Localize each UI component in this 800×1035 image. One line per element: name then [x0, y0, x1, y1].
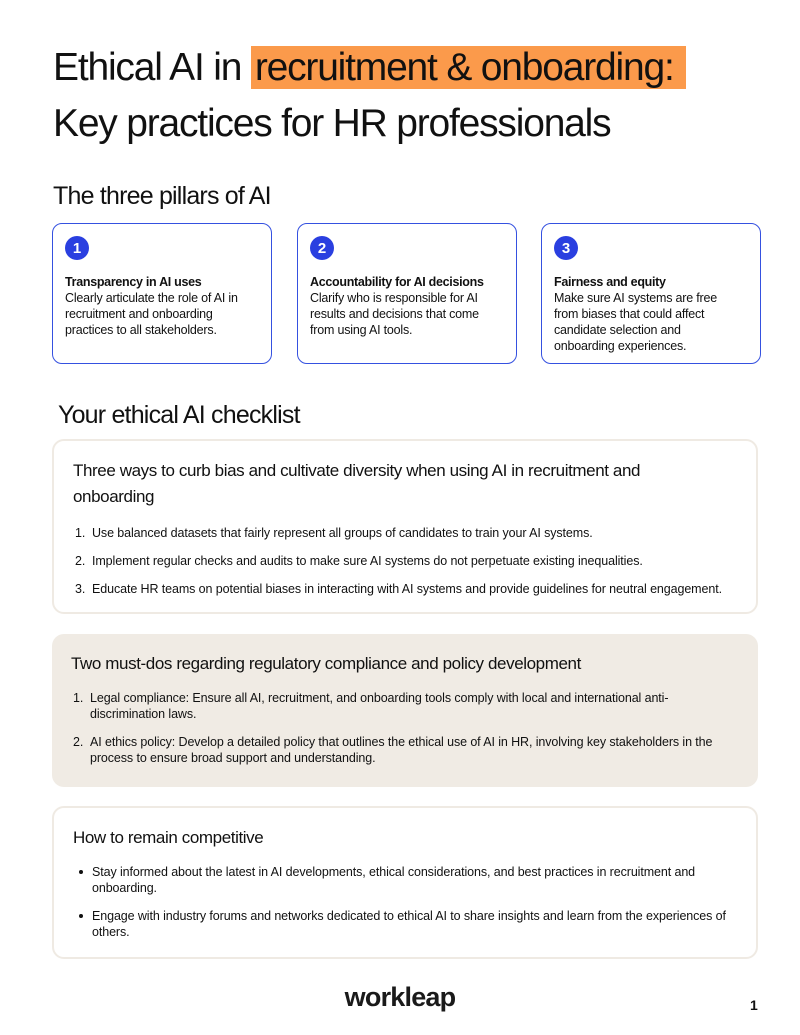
pillars-row: [52, 223, 764, 366]
pillar-card-3: [541, 223, 761, 364]
pillar-number-badge: 3: [554, 236, 578, 260]
list-item: 2. Implement regular checks and audits to make sure AI systems do not perpetuate existing inequalities.: [75, 554, 643, 568]
bias-card: [52, 439, 758, 614]
bullet-icon: [79, 914, 83, 918]
list-item: 2. AI ethics policy: Develop a detailed policy that outlines the ethical use of AI in HR, involving key stakeholders in the process to ensure broad support and understanding.: [73, 735, 713, 765]
compliance-list: [71, 690, 739, 766]
pillars-heading: The three pillars of AI: [53, 182, 271, 210]
pillar-title: Transparency in AI uses: [65, 275, 202, 289]
page-title: [53, 40, 773, 152]
list-item: Stay informed about the latest in AI developments, ethical considerations, and best practices in recruitment and onboarding.: [73, 864, 702, 896]
pillar-description: Clarify who is responsible for AI results and decisions that come from using AI tools.: [310, 291, 479, 337]
pillar-card-2: [297, 223, 517, 364]
competitive-card: [52, 806, 758, 959]
pillar-number-badge: 2: [310, 236, 334, 260]
page-number: 1: [750, 997, 758, 1013]
pillar-description: Clearly articulate the role of AI in recruitment and onboarding practices to all stakeholders.: [65, 291, 238, 337]
competitive-list: [73, 864, 737, 940]
bias-card-title: Three ways to curb bias and cultivate diversity when using AI in recruitment and onboarding: [73, 461, 641, 506]
competitive-card-title: How to remain competitive: [73, 828, 264, 847]
compliance-card-title: Two must-dos regarding regulatory compliance and policy development: [71, 654, 581, 673]
list-item: 3. Educate HR teams on potential biases in interacting with AI systems and provide guidelines for neutral engagement.: [75, 582, 722, 596]
workleap-logo: workleap: [344, 982, 456, 1012]
compliance-card: [52, 634, 758, 787]
bullet-icon: [79, 870, 83, 874]
checklist-heading: Your ethical AI checklist: [58, 401, 300, 429]
list-item: 1. Legal compliance: Ensure all AI, recruitment, and onboarding tools comply with local and international anti-discrimination laws.: [73, 691, 669, 721]
list-item: Engage with industry forums and networks dedicated to ethical AI to share insights and learn from the experiences of others.: [73, 908, 742, 940]
list-item: 1. Use balanced datasets that fairly represent all groups of candidates to train your AI systems.: [75, 526, 593, 540]
title-prefix: Ethical AI in: [53, 46, 251, 89]
title-highlight: recruitment & onboarding:: [251, 46, 686, 89]
title-line-2: Key practices for HR professionals: [53, 102, 611, 145]
pillar-number-badge: 1: [65, 236, 89, 260]
pillar-title: Accountability for AI decisions: [310, 275, 484, 289]
bias-list: [73, 525, 737, 597]
pillar-description: Make sure AI systems are free from biases that could affect candidate selection and onboarding experiences.: [554, 291, 718, 353]
pillar-card-1: [52, 223, 272, 364]
pillar-title: Fairness and equity: [554, 275, 666, 289]
